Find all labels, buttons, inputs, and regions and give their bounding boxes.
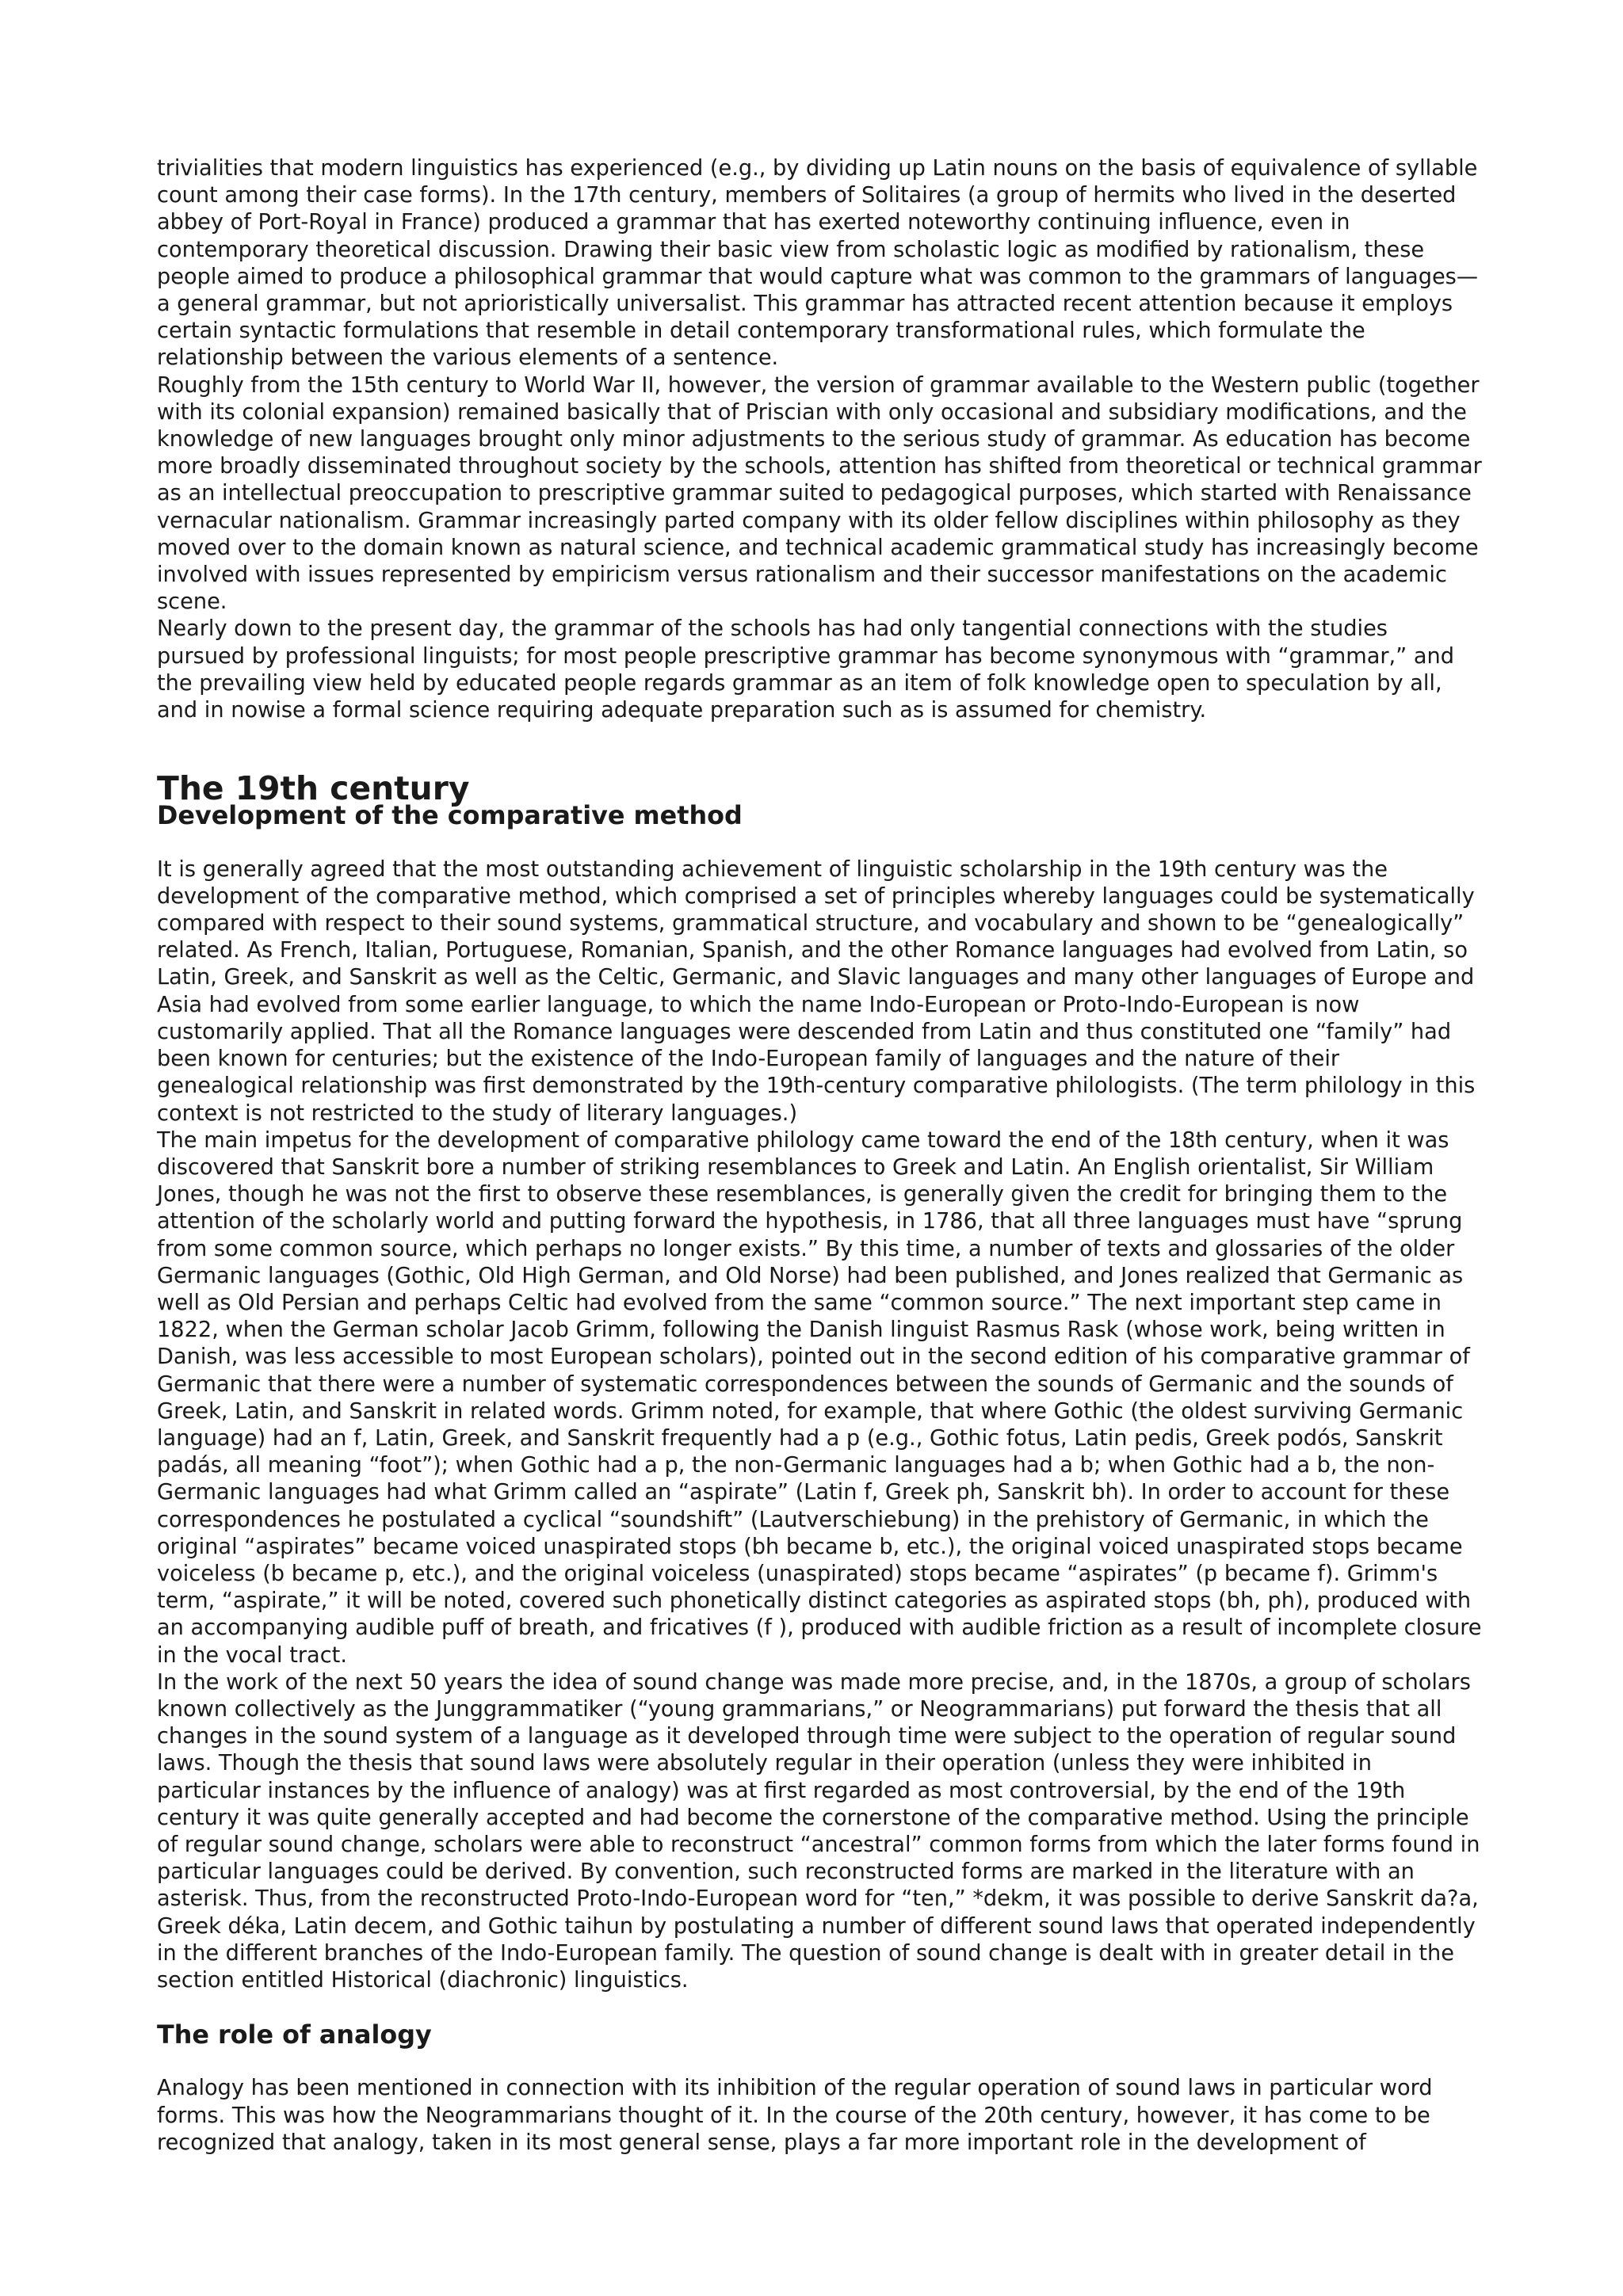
- paragraph-19th-1: It is generally agreed that the most outstanding achievement of linguistic scholarship in the 19th century was the development of the comparative method, which comprised a set of principles whereby languages could be systematically compared with respect to their sound systems, grammatical structure, and vocabulary and shown to be “genealogically” related. As French, Italian, Portuguese, Romanian, Spanish, and the other Romance languages had evolved from Latin, so Latin, Greek, and Sanskrit as well as the Celtic, Germanic, and Slavic languages and many other languages of Europe and Asia had evolved from some earlier language, to which the name Indo-European or Proto-Indo-European is now customarily applied. That all the Romance languages were descended from Latin and thus constituted one “family” had been known for centuries; but the existence of the Indo-European family of languages and the nature of their genealogical relationship was first demonstrated by the 19th-century comparative philologists. (The term philology in this context is not restricted to the study of literary languages.): [157, 856, 1476, 1126]
- document-page: [157, 155, 1482, 2157]
- paragraph-19th-2: The main impetus for the development of comparative philology came toward the end of the 18th century, when it was discovered that Sanskrit bore a number of striking resemblances to Greek and Latin. An English orientalist, Sir William Jones, though he was not the first to observe these resemblances, is generally given the credit for bringing them to the attention of the scholarly world and putting forward the hypothesis, in 1786, that all three languages must have “sprung from some common source, which perhaps no longer exists.” By this time, a number of texts and glossaries of the older Germanic languages (Gothic, Old High German, and Old Norse) had been published, and Jones realized that Germanic as well as Old Persian and perhaps Celtic had evolved from the same “common source.” The next important step came in 1822, when the German scholar Jacob Grimm, following the Danish linguist Rasmus Rask (whose work, being written in Danish, was less accessible to most European scholars), pointed out in the second edition of his comparative grammar of Germanic that there were a number of systematic correspondences between the sounds of Germanic and the sounds of Greek, Latin, and Sanskrit in related words. Grimm noted, for example, that where Gothic (the oldest surviving Germanic language) had an f, Latin, Greek, and Sanskrit frequently had a p (e.g., Gothic fotus, Latin pedis, Greek podós, Sanskrit padás, all meaning “foot”); when Gothic had a p, the non-Germanic languages had a b; when Gothic had a b, the non-Germanic languages had what Grimm called an “aspirate” (Latin f, Greek ph, Sanskrit bh). In order to account for these correspondences he postulated a cyclical “soundshift” (Lautverschiebung) in the prehistory of Germanic, in which the original “aspirates” became voiced unaspirated stops (bh became b, etc.), the original voiced unaspirated stops became voiceless (b became p, etc.), and the original voiceless (unaspirated) stops became “aspirates” (p became f). Grimm's term, “aspirate,” it will be noted, covered such phonetically distinct categories as aspirated stops (bh, ph), produced with an accompanying audible puff of breath, and fricatives (f ), produced with audible friction as a result of incomplete closure in the vocal tract.: [157, 1127, 1482, 1668]
- paragraph-19th-3: In the work of the next 50 years the idea of sound change was made more precise, and, in the 1870s, a group of scholars known collectively as the Junggrammatiker (“young grammarians,” or Neogrammarians) put forward the thesis that all changes in the sound system of a language as it developed through time were subject to the operation of regular sound laws. Though the thesis that sound laws were absolutely regular in their operation (unless they were inhibited in particular instances by the influence of analogy) was at first regarded as most controversial, by the end of the 19th century it was quite generally accepted and had become the cornerstone of the comparative method. Using the principle of regular sound change, scholars were able to reconstruct “ancestral” common forms from which the later forms found in particular languages could be derived. By convention, such reconstructed forms are marked in the literature with an asterisk. Thus, from the reconstructed Proto-Indo-European word for “ten,” *dekm, it was possible to derive Sanskrit da?a, Greek déka, Latin decem, and Gothic taihun by postulating a number of different sound laws that operated independently in the different branches of the Indo-European family. The question of sound change is dealt with in greater detail in the section entitled Historical (diachronic) linguistics.: [157, 1669, 1480, 1993]
- section-spacer: [157, 724, 1482, 775]
- paragraph-intro-2: Roughly from the 15th century to World War II, however, the version of grammar available to the Western public (together with its colonial expansion) remained basically that of Priscian with only occasional and subsidiary modifications, and the knowledge of new languages brought only minor adjustments to the serious study of grammar. As education has become more broadly disseminated throughout society by the schools, attention has shifted from theoretical or technical grammar as an intellectual preoccupation to prescriptive grammar suited to pedagogical purposes, which started with Renaissance vernacular nationalism. Grammar increasingly parted company with its older fellow disciplines within philosophy as they moved over to the domain known as natural science, and technical academic grammatical study has increasingly become involved with issues represented by empiricism versus rationalism and their successor manifestations on the academic scene.: [157, 372, 1482, 615]
- section-heading-19th-century: The 19th century: [157, 769, 470, 808]
- section-spacer: [157, 1994, 1482, 2021]
- heading-spacer: [157, 2048, 1482, 2075]
- subsection-heading-comparative-method: Development of the comparative method: [157, 800, 743, 831]
- paragraph-analogy-1: Analogy has been mentioned in connection with its inhibition of the regular operation of sound laws in particular word forms. This was how the Neogrammarians thought of it. In the course of the 20th century, however, it has come to be recognized that analogy, taken in its most general sense, plays a far more important role in the development of: [157, 2076, 1433, 2155]
- subsection-heading-role-of-analogy: The role of analogy: [157, 2019, 432, 2050]
- heading-spacer: [157, 830, 1482, 856]
- paragraph-intro-3: Nearly down to the present day, the grammar of the schools has had only tangential connections with the studies pursued by professional linguists; for most people prescriptive grammar has become synonymous with “grammar,” and the prevailing view held by educated people regards grammar as an item of folk knowledge open to speculation by all, and in nowise a formal science requiring adequate preparation such as is assumed for chemistry.: [157, 616, 1455, 723]
- paragraph-intro-1: trivialities that modern linguistics has experienced (e.g., by dividing up Latin nouns on the basis of equivalence of syllable count among their case forms). In the 17th century, members of Solitaires (a group of hermits who lived in the deserted abbey of Port-Royal in France) produced a grammar that has exerted noteworthy continuing influence, even in contemporary theoretical discussion. Drawing their basic view from scholastic logic as modified by rationalism, these people aimed to produce a philosophical grammar that would capture what was common to the grammars of languages—a general grammar, but not aprioristically universalist. This grammar has attracted recent attention because it employs certain syntactic formulations that resemble in detail contemporary transformational rules, which formulate the relationship between the various elements of a sentence.: [157, 156, 1479, 371]
